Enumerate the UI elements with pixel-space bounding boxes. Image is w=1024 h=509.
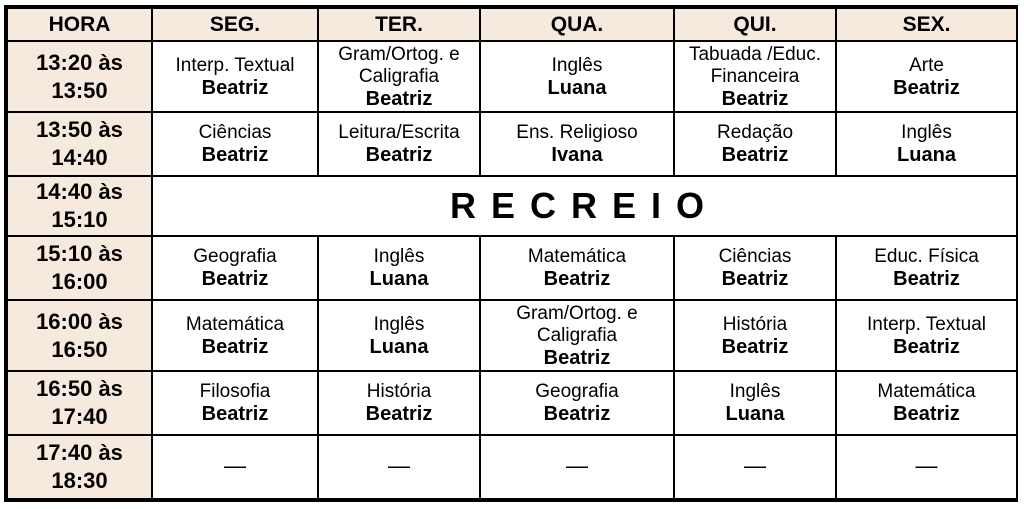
subject: Ciências <box>718 246 792 267</box>
class-cell-tuesday <box>318 112 480 176</box>
break-label: RECREIO <box>152 176 1017 236</box>
teacher: Beatriz <box>543 403 611 425</box>
teacher: Beatriz <box>721 268 789 290</box>
subject: Ens. Religioso <box>516 122 638 143</box>
hour-end: 13:50 <box>51 77 108 103</box>
table-row <box>7 112 1017 176</box>
subject: Arte <box>909 54 944 76</box>
teacher: Beatriz <box>721 87 789 110</box>
teacher: Beatriz <box>893 76 960 99</box>
class-cell-tuesday <box>318 41 480 112</box>
hour-start: 13:50 às <box>36 117 123 142</box>
subject: Ciências <box>198 122 272 143</box>
hour-end: 18:30 <box>51 468 108 493</box>
class-cell-monday <box>152 300 318 371</box>
header-monday: SEG. <box>152 8 318 41</box>
class-cell-tuesday <box>318 300 480 371</box>
subject: Inglês <box>729 381 781 402</box>
class-cell-monday <box>152 236 318 300</box>
header-wednesday: QUA. <box>480 8 674 41</box>
class-cell-friday <box>836 236 1017 300</box>
teacher: Beatriz <box>721 335 789 358</box>
class-cell-tuesday <box>318 435 480 499</box>
teacher: Luana <box>369 335 429 358</box>
class-cell-wednesday <box>480 112 674 176</box>
hour-start: 17:40 às <box>36 440 123 465</box>
schedule-sheet <box>4 5 1018 502</box>
header-tuesday: TER. <box>318 8 480 41</box>
class-cell-wednesday <box>480 435 674 499</box>
hour-cell <box>7 176 152 236</box>
class-cell-monday <box>152 435 318 499</box>
teacher: Beatriz <box>365 144 433 166</box>
class-cell-tuesday <box>318 371 480 435</box>
empty-dash: — <box>566 453 588 478</box>
hour-end: 15:10 <box>51 207 108 232</box>
teacher: Beatriz <box>543 268 611 290</box>
teacher: Beatriz <box>721 144 789 166</box>
teacher: Beatriz <box>201 76 269 99</box>
class-cell-wednesday <box>480 371 674 435</box>
teacher: Beatriz <box>893 335 960 358</box>
header-thursday: QUI. <box>674 8 836 41</box>
hour-start: 13:20 às <box>36 49 123 75</box>
table-row <box>7 300 1017 371</box>
class-cell-monday <box>152 41 318 112</box>
subject: História <box>722 313 788 335</box>
subject: Geografia <box>193 246 277 267</box>
class-schedule-table <box>6 7 1018 500</box>
class-cell-thursday <box>674 236 836 300</box>
empty-dash: — <box>388 453 410 478</box>
teacher: Luana <box>369 268 429 290</box>
class-cell-friday <box>836 300 1017 371</box>
header-hour: HORA <box>7 8 152 41</box>
table-row <box>7 41 1017 112</box>
subject: Matemática <box>877 381 976 402</box>
class-cell-friday <box>836 435 1017 499</box>
table-row <box>7 435 1017 499</box>
subject: Gram/Ortog. e Caligrafia <box>516 302 638 346</box>
subject: Gram/Ortog. e Caligrafia <box>338 43 460 87</box>
hour-start: 16:00 às <box>36 308 123 334</box>
hour-cell <box>7 371 152 435</box>
teacher: Luana <box>725 403 785 425</box>
class-cell-wednesday <box>480 236 674 300</box>
teacher: Beatriz <box>201 335 269 358</box>
teacher: Luana <box>897 144 956 166</box>
class-cell-monday <box>152 371 318 435</box>
subject: Redação <box>716 122 794 143</box>
hour-cell <box>7 41 152 112</box>
teacher: Beatriz <box>201 268 269 290</box>
hour-start: 15:10 às <box>36 241 123 266</box>
empty-dash: — <box>915 453 938 478</box>
hour-end: 14:40 <box>51 145 108 170</box>
subject: Leitura/Escrita <box>338 122 460 143</box>
subject: Geografia <box>535 381 619 402</box>
class-cell-thursday <box>674 112 836 176</box>
header-friday: SEX. <box>836 8 1017 41</box>
subject: Tabuada /Educ. Financeira <box>688 43 822 87</box>
class-cell-monday <box>152 112 318 176</box>
table-row <box>7 371 1017 435</box>
class-cell-tuesday <box>318 236 480 300</box>
hour-start: 16:50 às <box>36 376 123 401</box>
class-cell-wednesday <box>480 41 674 112</box>
break-row <box>7 176 1017 236</box>
subject: Interp. Textual <box>866 313 986 335</box>
teacher: Beatriz <box>201 144 269 166</box>
teacher: Ivana <box>551 144 603 166</box>
hour-cell <box>7 300 152 371</box>
header-row <box>7 8 1017 41</box>
hour-start: 14:40 às <box>36 179 123 204</box>
teacher: Beatriz <box>893 268 960 290</box>
subject: Matemática <box>527 246 627 267</box>
class-cell-friday <box>836 112 1017 176</box>
subject: Matemática <box>185 313 285 335</box>
empty-dash: — <box>744 453 766 478</box>
subject: Inglês <box>551 54 603 76</box>
teacher: Beatriz <box>365 403 433 425</box>
hour-end: 16:50 <box>51 336 108 362</box>
class-cell-friday <box>836 371 1017 435</box>
hour-end: 17:40 <box>51 404 108 429</box>
subject: Inglês <box>373 313 425 335</box>
hour-cell <box>7 112 152 176</box>
teacher: Beatriz <box>893 403 960 425</box>
class-cell-thursday <box>674 300 836 371</box>
hour-cell <box>7 435 152 499</box>
empty-dash: — <box>224 453 246 478</box>
class-cell-thursday <box>674 371 836 435</box>
teacher: Beatriz <box>201 403 269 425</box>
hour-end: 16:00 <box>51 269 108 294</box>
class-cell-friday <box>836 41 1017 112</box>
subject: Educ. Física <box>874 246 979 267</box>
subject: Inglês <box>901 122 952 143</box>
hour-cell <box>7 236 152 300</box>
table-row <box>7 236 1017 300</box>
class-cell-thursday <box>674 435 836 499</box>
class-cell-wednesday <box>480 300 674 371</box>
subject: Interp. Textual <box>175 54 295 76</box>
subject: Filosofia <box>199 381 271 402</box>
teacher: Luana <box>547 76 607 99</box>
class-cell-thursday <box>674 41 836 112</box>
subject: Inglês <box>373 246 425 267</box>
teacher: Beatriz <box>365 87 433 110</box>
subject: História <box>366 381 432 402</box>
teacher: Beatriz <box>543 346 611 369</box>
